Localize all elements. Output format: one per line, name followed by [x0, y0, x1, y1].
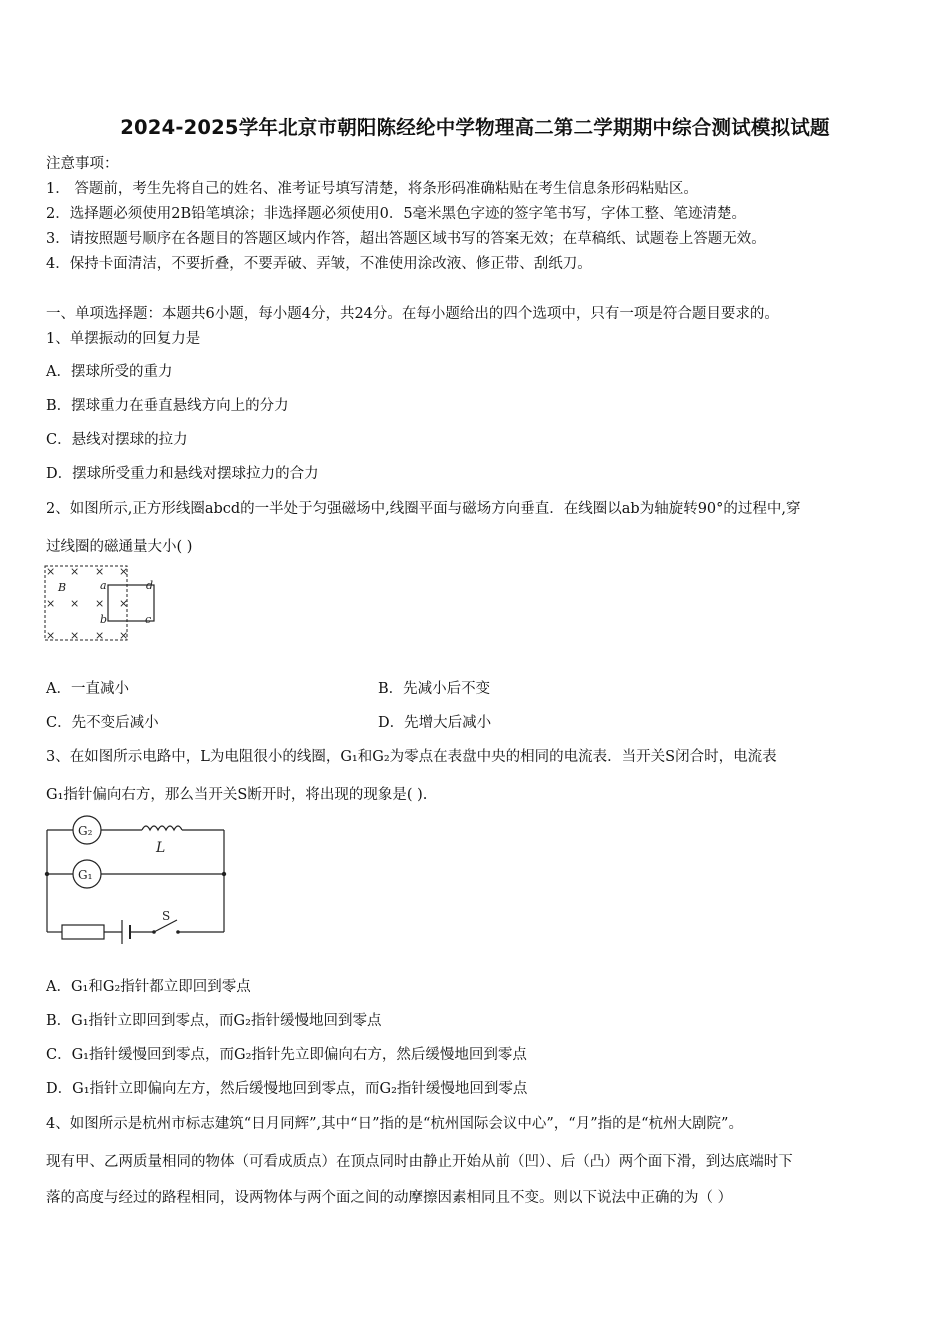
q3-option-c: C．G₁指针缓慢回到零点，而G₂指针先立即偏向右方，然后缓慢地回到零点: [46, 1047, 527, 1063]
q3-option-a: A．G₁和G₂指针都立即回到零点: [46, 979, 251, 995]
cross-mark: ×: [70, 629, 80, 642]
cross-mark: ×: [46, 565, 56, 578]
q3-circuit-figure: [42, 812, 232, 946]
q2-stem-line2: 过线圈的磁通量大小( ): [46, 539, 193, 555]
label-l: L: [156, 840, 166, 856]
q2-option-c: C．先不变后减小: [46, 715, 159, 731]
q4-stem-line2: 现有甲、乙两质量相同的物体（可看成质点）在顶点同时由静止开始从前（凹）、后（凸）两个面下滑，到达底端时下: [46, 1154, 793, 1170]
notice-item-4: 4．保持卡面清洁，不要折叠，不要弄破、弄皱，不准使用涂改液、修正带、刮纸刀。: [46, 256, 592, 272]
q1-stem: 1、单摆振动的回复力是: [46, 331, 201, 347]
q1-option-b: B．摆球重力在垂直悬线方向上的分力: [46, 398, 289, 414]
page-title: 2024-2025学年北京市朝阳陈经纶中学物理高二第二学期期中综合测试模拟试题: [120, 116, 830, 139]
q3-option-d: D．G₁指针立即偏向左方，然后缓慢地回到零点，而G₂指针缓慢地回到零点: [46, 1081, 528, 1097]
q2-option-a: A．一直减小: [46, 681, 129, 697]
q4-stem-line1: 4、如图所示是杭州市标志建筑“日月同辉”,其中“日”指的是“杭州国际会议中心”，“月”指的是“杭州大剧院”。: [46, 1116, 743, 1132]
q4-stem-line3: 落的高度与经过的路程相同，设两物体与两个面之间的动摩擦因素相同且不变。则以下说法中正确的为（ ）: [46, 1190, 733, 1206]
cross-mark: ×: [119, 597, 129, 610]
cross-mark: ×: [95, 629, 105, 642]
cross-mark: ×: [119, 629, 129, 642]
cross-mark: ×: [70, 597, 80, 610]
section-heading: 一、单项选择题：本题共6小题，每小题4分，共24分。在每小题给出的四个选项中，只有一项是符合题目要求的。: [46, 306, 779, 322]
label-s: S: [162, 909, 171, 923]
q1-option-d: D．摆球所受重力和悬线对摆球拉力的合力: [46, 466, 319, 482]
notice-item-3: 3．请按照题号顺序在各题目的答题区域内作答，超出答题区域书写的答案无效；在草稿纸、试题卷上答题无效。: [46, 231, 766, 247]
q2-option-d: D．先增大后减小: [378, 715, 492, 731]
label-d: d: [146, 579, 154, 592]
magnetic-field-diagram: [42, 562, 162, 644]
inductor-coil: [142, 826, 182, 830]
label-g2: G₂: [78, 824, 93, 838]
label-g1: G₁: [78, 868, 93, 882]
cross-mark: ×: [46, 629, 56, 642]
q1-option-c: C．悬线对摆球的拉力: [46, 432, 188, 448]
cross-mark: ×: [95, 597, 105, 610]
notice-item-1: 1． 答题前，考生先将自己的姓名、准考证号填写清楚，将条形码准确粘贴在考生信息条形码粘贴区。: [46, 181, 698, 197]
notice-heading: 注意事项：: [46, 156, 119, 172]
field-boundary: [45, 566, 127, 640]
cross-mark: ×: [46, 597, 56, 610]
q2-stem-line1: 2、如图所示,正方形线圈abcd的一半处于匀强磁场中,线圈平面与磁场方向垂直．在线圈以ab为轴旋转90°的过程中,穿: [46, 501, 801, 517]
q3-option-b: B．G₁指针立即回到零点，而G₂指针缓慢地回到零点: [46, 1013, 382, 1029]
q1-option-a: A．摆球所受的重力: [46, 364, 173, 380]
circuit-diagram: [42, 812, 232, 946]
q3-stem-line2: G₁指针偏向右方，那么当开关S断开时，将出现的现象是( ).: [46, 787, 428, 803]
cross-mark: ×: [119, 565, 129, 578]
cross-mark: ×: [70, 565, 80, 578]
notice-item-2: 2．选择题必须使用2B铅笔填涂；非选择题必须使用0．5毫米黑色字迹的签字笔书写，字体工整、笔迹清楚。: [46, 206, 747, 222]
cross-mark: ×: [95, 565, 105, 578]
label-c: c: [145, 613, 152, 626]
field-crosses: [46, 565, 128, 642]
label-b: b: [100, 613, 108, 626]
q2-magnetic-field-figure: [42, 562, 162, 644]
label-B: B: [58, 581, 67, 594]
q2-option-b: B．先减小后不变: [378, 681, 491, 697]
label-a: a: [100, 579, 107, 592]
resistor: [62, 925, 104, 939]
q3-stem-line1: 3、在如图所示电路中，L为电阻很小的线圈，G₁和G₂为零点在表盘中央的相同的电流表．当开关S闭合时，电流表: [46, 749, 777, 765]
